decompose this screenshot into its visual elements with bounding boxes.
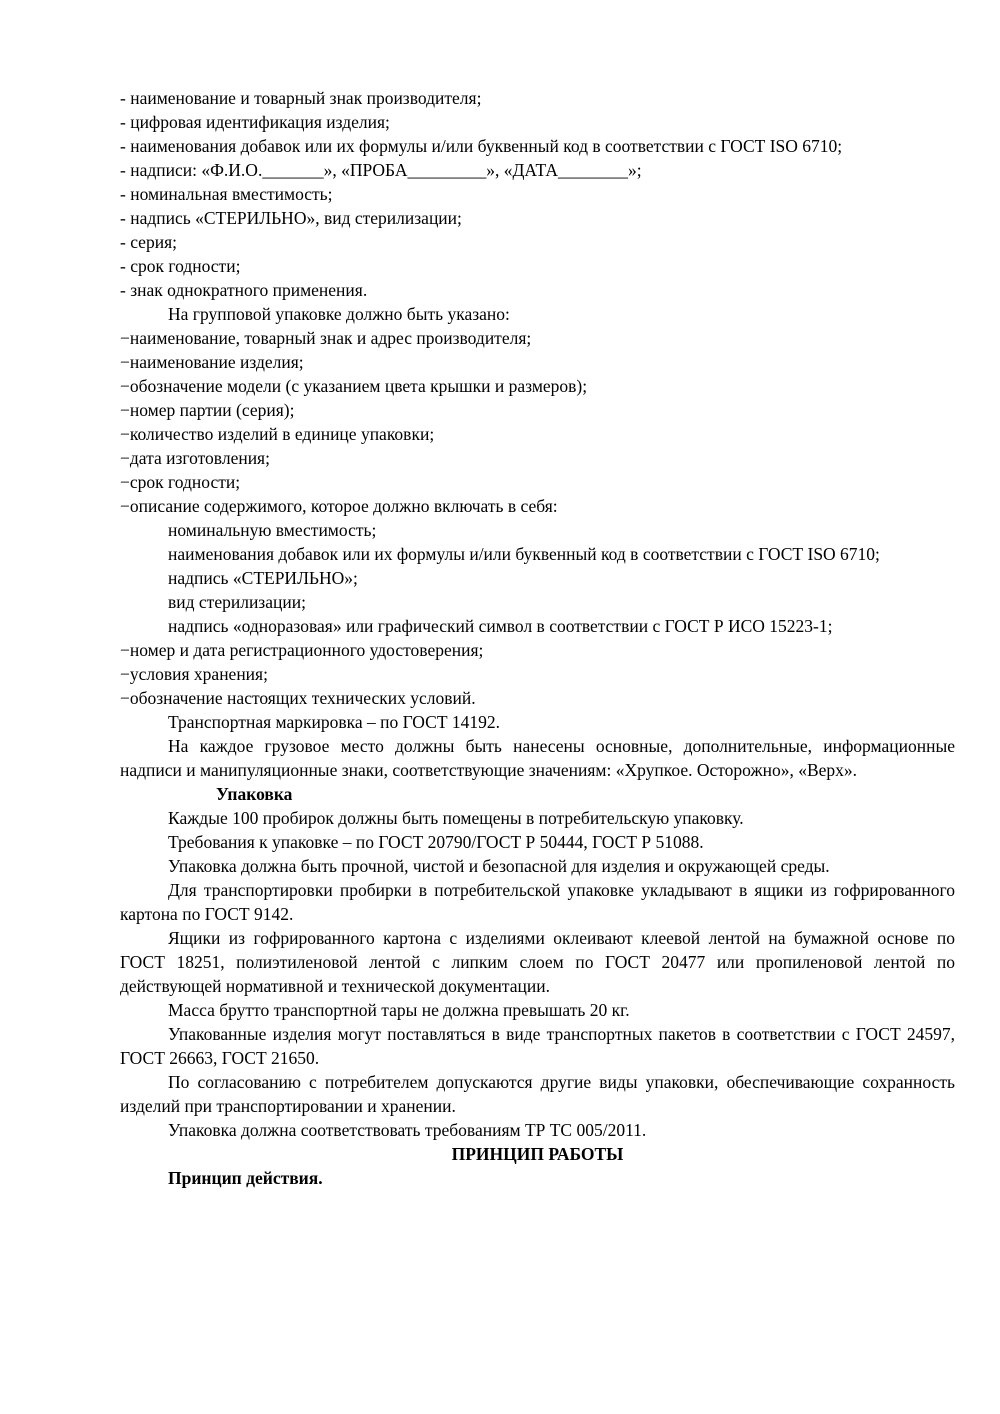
group-marking-item: −описание содержимого, которое должно включать в себя: [120, 496, 558, 516]
transport-marking-paragraph: Транспортная маркировка – по ГОСТ 14192. [168, 712, 501, 732]
group-marking-item: −наименование изделия; [120, 352, 304, 372]
principle-lead: Принцип действия. [168, 1168, 323, 1188]
marking-list-item: - надписи: «Ф.И.О._______», «ПРОБА_________», «ДАТА________»; [120, 160, 642, 180]
contents-description-item: номинальную вместимость; [168, 520, 377, 540]
packaging-paragraph: Для транспортировки пробирки в потребительской упаковке укладывают в ящики из гофрированного картона по ГОСТ 9142. [120, 880, 955, 924]
group-marking-item: −обозначение настоящих технических условий. [120, 688, 476, 708]
cargo-marking-paragraph: На каждое грузовое место должны быть нанесены основные, дополнительные, информационные надписи и манипуляционные знаки, соответствующие значениям: «Хрупкое. Осторожно», «Верх». [120, 736, 955, 780]
marking-list-item: - наименования добавок или их формулы и/или буквенный код в соответствии с ГОСТ ISO 6710; [120, 136, 843, 156]
packaging-paragraph: Масса брутто транспортной тары не должна превышать 20 кг. [168, 1000, 630, 1020]
group-marking-item: −количество изделий в единице упаковки; [120, 424, 435, 444]
group-marking-item: −дата изготовления; [120, 448, 270, 468]
marking-list-item: - надпись «СТЕРИЛЬНО», вид стерилизации; [120, 208, 462, 228]
packaging-heading: Упаковка [216, 784, 293, 804]
packaging-paragraph: Каждые 100 пробирок должны быть помещены в потребительскую упаковку. [168, 808, 744, 828]
packaging-paragraph: Требования к упаковке – по ГОСТ 20790/ГОСТ Р 50444, ГОСТ Р 51088. [168, 832, 704, 852]
contents-description-item: наименования добавок или их формулы и/или буквенный код в соответствии с ГОСТ ISO 6710; [168, 544, 880, 564]
group-marking-item: −наименование, товарный знак и адрес производителя; [120, 328, 532, 348]
group-marking-intro: На групповой упаковке должно быть указано: [168, 304, 510, 324]
packaging-paragraph: Упакованные изделия могут поставляться в виде транспортных пакетов в соответствии с ГОСТ 24597, ГОСТ 26663, ГОСТ 21650. [120, 1024, 955, 1068]
contents-description-item: вид стерилизации; [168, 592, 306, 612]
group-marking-item: −срок годности; [120, 472, 241, 492]
group-marking-item: −номер и дата регистрационного удостоверения; [120, 640, 484, 660]
group-marking-item: −номер партии (серия); [120, 400, 295, 420]
principle-heading: ПРИНЦИП РАБОТЫ [451, 1144, 624, 1164]
contents-description-item: надпись «СТЕРИЛЬНО»; [168, 568, 358, 588]
marking-list-item: - номинальная вместимость; [120, 184, 333, 204]
group-marking-item: −условия хранения; [120, 664, 268, 684]
marking-list-item: - цифровая идентификация изделия; [120, 112, 390, 132]
packaging-paragraph: Упаковка должна соответствовать требованиям ТР ТС 005/2011. [168, 1120, 647, 1140]
packaging-paragraph: Упаковка должна быть прочной, чистой и безопасной для изделия и окружающей среды. [168, 856, 830, 876]
marking-list-item: - знак однократного применения. [120, 280, 368, 300]
contents-description-item: надпись «одноразовая» или графический символ в соответствии с ГОСТ Р ИСО 15223-1; [168, 616, 833, 636]
marking-list-item: - наименование и товарный знак производителя; [120, 88, 482, 108]
marking-list-item: - срок годности; [120, 256, 241, 276]
group-marking-item: −обозначение модели (с указанием цвета крышки и размеров); [120, 376, 588, 396]
marking-list-item: - серия; [120, 232, 177, 252]
packaging-paragraph: Ящики из гофрированного картона с изделиями оклеивают клеевой лентой на бумажной основе по ГОСТ 18251, полиэтиленовой лентой с липким слоем по ГОСТ 20477 или пропиленовой лентой по действующей нормативной и технической документации. [120, 928, 955, 996]
packaging-paragraph: По согласованию с потребителем допускаются другие виды упаковки, обеспечивающие сохранность изделий при транспортировании и хранении. [120, 1072, 955, 1116]
